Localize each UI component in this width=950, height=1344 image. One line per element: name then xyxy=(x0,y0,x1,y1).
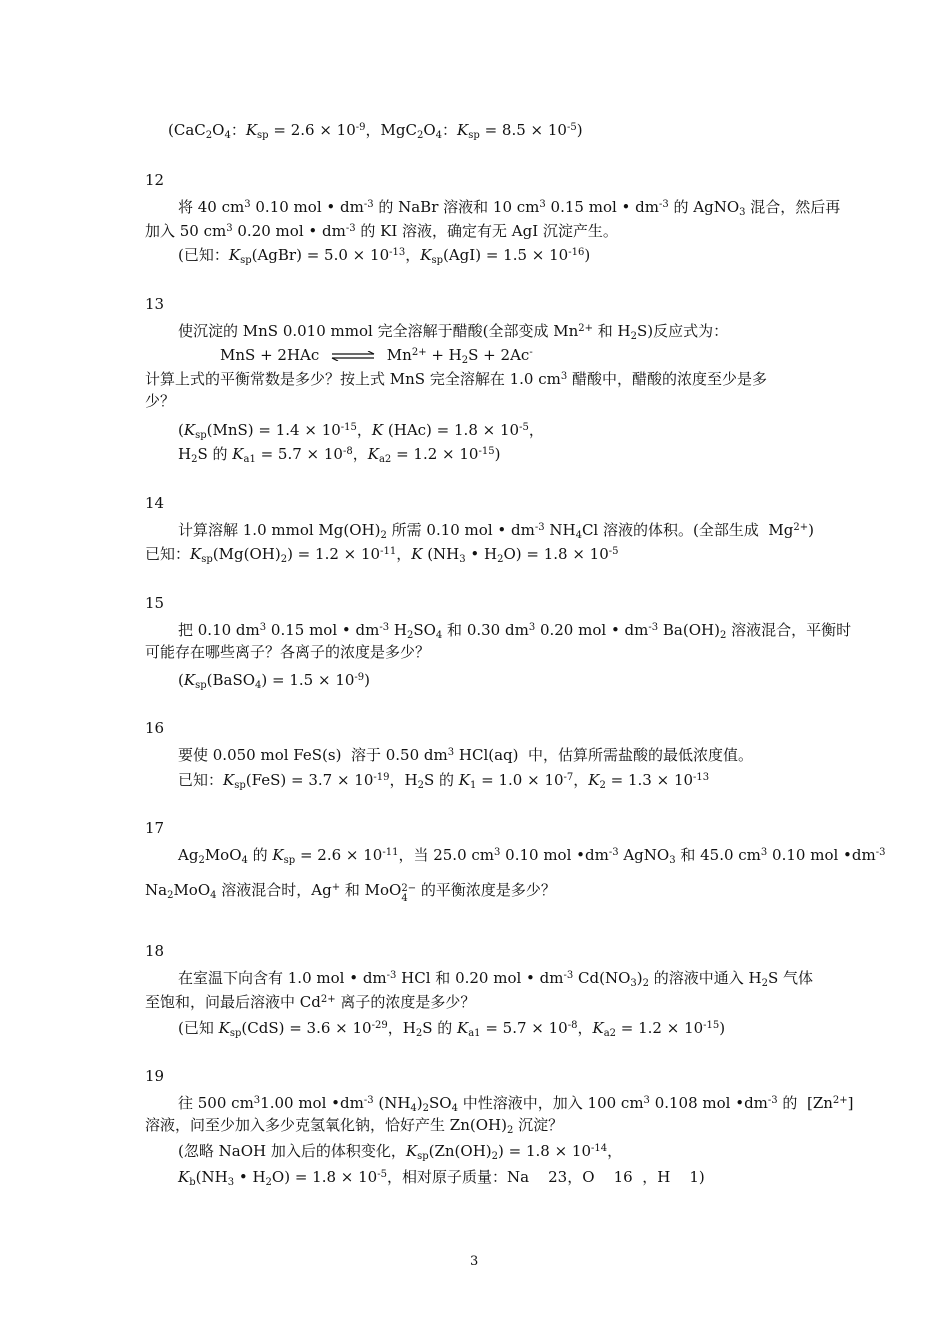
text-line: $H_2S$ 的 $K_{a1} = 5.7 \times 10^{-8}$，$K_{a2} = 1.2 \times 10^{-15}$) xyxy=(178,445,501,465)
text-line: 可能存在哪些离子？各离子的浓度是多少？ xyxy=(145,643,431,661)
text-line: $(K_{sp}(BaSO_4) = 1.5 \times 10^{-9})$ xyxy=(178,671,371,691)
text-line: 将 40 $cm^3$ 0.10 mol • $dm^{-3}$ 的 NaBr 溶液和 10 $cm^3$ 0.15 mol • $dm^{-3}$ 的 AgNO$_3$ 混合，然后再 xyxy=(178,198,841,218)
text-line: 13 xyxy=(145,295,165,313)
text-line: 19 xyxy=(145,1067,165,1085)
text-line: 把 0.10 $dm^3$ 0.15 mol • $dm^{-3}$ $H_2SO_4$ 和 0.30 $dm^3$ 0.20 mol • $dm^{-3}$ $Ba(OH)_2$ 溶液混合，平衡时 xyxy=(178,621,852,641)
text-line: 已知：$K_{sp}(FeS) = 3.7 \times 10^{-19}$，$H_2S$ 的 $K_1 = 1.0 \times 10^{-7}$，$K_2 = 1.3 \times 10^{-13}$ xyxy=(178,771,710,791)
text-line: 已知：$K_{sp}(Mg(OH)_2) = 1.2 \times 10^{-11}$，K ($NH_3$ • $H_2O) = 1.8 \times 10^{-5}$ xyxy=(145,545,619,565)
text-line: 使沉淀的 MnS 0.010 mmol 完全溶解于醋酸(全部变成 $Mn^{2+}$ 和 $H_2S$)反应式为： xyxy=(178,322,729,342)
text-line: 加入 50 $cm^3$ 0.20 mol • $dm^{-3}$ 的 KI 溶液，确定有无 AgI 沉淀产生。 xyxy=(145,222,618,240)
text-line: (已知 $K_{sp}(CdS) = 3.6 \times 10^{-29}$，$H_2S$ 的 $K_{a1} = 5.7 \times 10^{-8}$，$K_{a2} = 1.2 \times 10^{-15}$) xyxy=(178,1019,726,1039)
text-line: 16 xyxy=(145,719,165,737)
text-line: 计算溶解 1.0 mmol $Mg(OH)_2$ 所需 0.10 mol • $dm^{-3}$ $NH_4Cl$ 溶液的体积。(全部生成 $Mg^{2+}$) xyxy=(178,521,814,541)
text-line: 在室温下向含有 1.0 mol • $dm^{-3}$ HCl 和 0.20 mol • $dm^{-3}$ $Cd(NO_3)_2$ 的溶液中通入 $H_2S$ 气体 xyxy=(178,969,814,989)
text-line: $K_b(NH_3$ • $H_2O) = 1.8 \times 10^{-5}$，相对原子质量：Na 23，O 16 ，H 1) xyxy=(178,1168,705,1188)
text-line: (已知：$K_{sp}(AgBr) = 5.0 \times 10^{-13}$，$K_{sp}(AgI) = 1.5 \times 10^{-16}$) xyxy=(178,246,591,266)
text-line: 17 xyxy=(145,819,165,837)
text-line: 12 xyxy=(145,171,165,189)
equilibrium-arrow-icon xyxy=(330,351,376,361)
text-line: MnS + 2HAc $Mn^{2+} + H_2S + 2Ac^-$ xyxy=(220,346,533,366)
text-line: 要使 0.050 mol FeS(s) 溶于 0.50 $dm^3$ HCl(aq) 中，估算所需盐酸的最低浓度值。 xyxy=(178,746,754,764)
text-line: 计算上式的平衡常数是多少？按上式 MnS 完全溶解在 1.0 $cm^3$ 醋酸中，醋酸的浓度至少是多 xyxy=(145,370,768,388)
text-line: (忽略 NaOH 加入后的体积变化，$K_{sp}(Zn(OH)_2) = 1.8 \times 10^{-14}$， xyxy=(178,1142,623,1162)
text-line: 至饱和，问最后溶液中 $Cd^{2+}$ 离子的浓度是多少？ xyxy=(145,993,476,1011)
text-line: 18 xyxy=(145,942,165,960)
text-line: 15 xyxy=(145,594,165,612)
text-line: ($CaC_2O_4$：$K_{sp} = 2.6 \times 10^{-9}$，$MgC_2O_4$：$K_{sp} = 8.5 \times 10^{-5}$) xyxy=(168,121,583,141)
page-number: 3 xyxy=(470,1254,479,1269)
text-line: $Ag_2MoO_4$ 的 $K_{sp} = 2.6 \times 10^{-11}$，当 25.0 $cm^3$ 0.10 mol $•dm^{-3}$ AgNO$_3$ 和 45.0 $cm^3$ 0.10 mol $•dm^{-3}$ xyxy=(178,846,886,866)
text-line: 溶液，问至少加入多少克氢氧化钠，恰好产生 $Zn(OH)_2$ 沉淀？ xyxy=(145,1116,564,1136)
text-line: 14 xyxy=(145,494,165,512)
text-line: 往 500 $cm^31.00$ mol $•dm^{-3}$ $(NH_4)_2SO_4$ 中性溶液中，加入 100 $cm^3$ 0.108 mol $•dm^{-3}$ 的 $[Zn^{2+}]$ xyxy=(178,1094,854,1114)
text-line: ($K_{sp}(MnS) = 1.4 \times 10^{-15}$，K $(HAc) = 1.8 \times 10^{-5}$， xyxy=(178,421,544,441)
text-line: 少？ xyxy=(145,392,176,410)
text-line: $Na_2MoO_4$ 溶液混合时，Ag+ 和 MoO 2− 4 的平衡浓度是多少？ xyxy=(145,881,556,904)
